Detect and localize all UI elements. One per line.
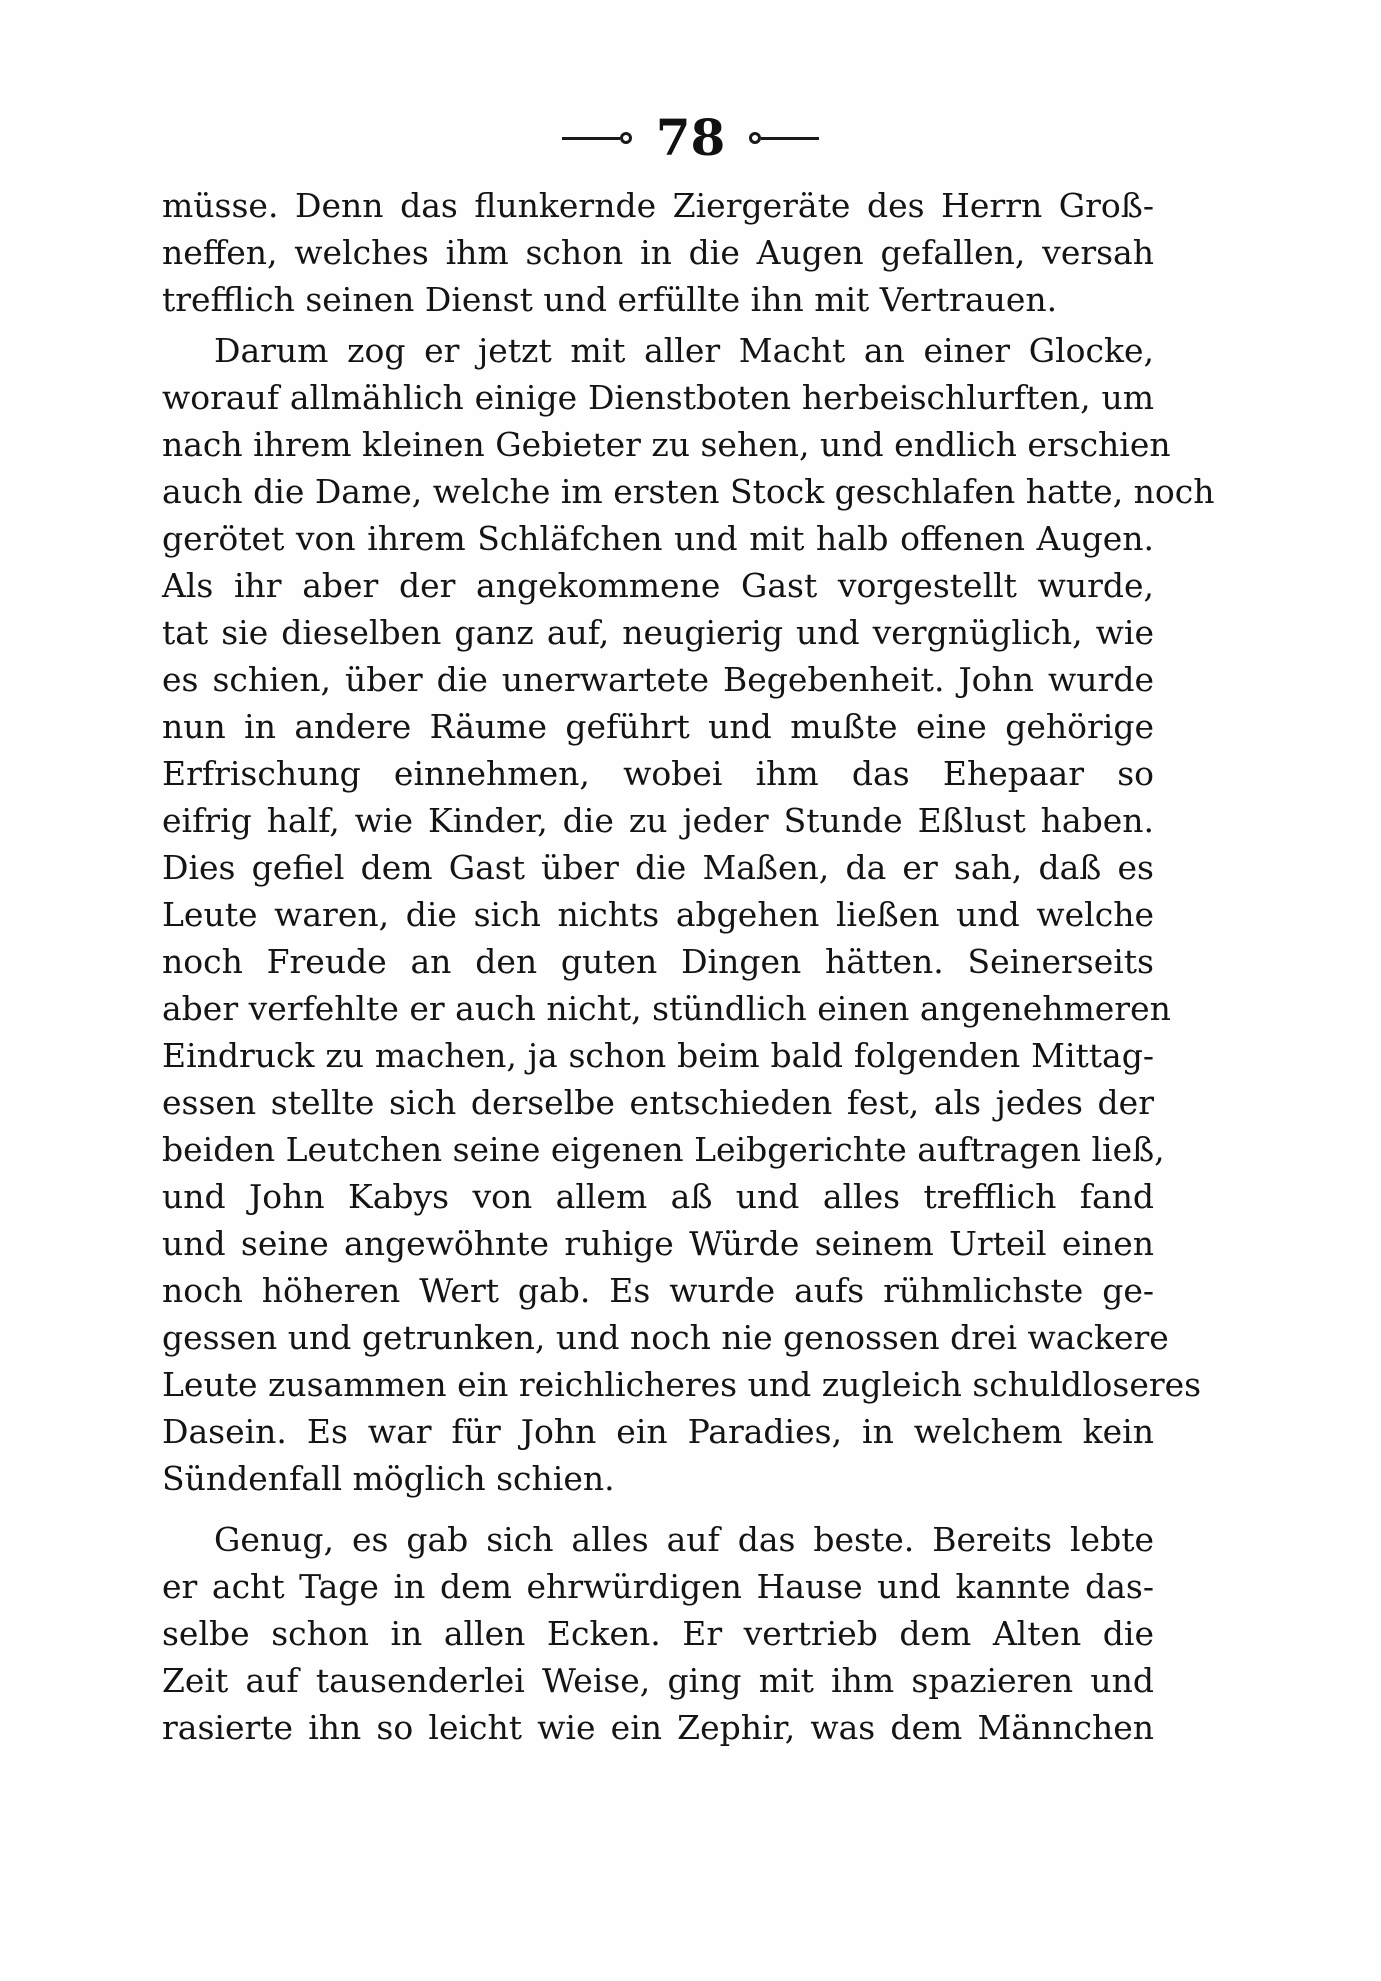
paragraph-start-line: Darum zog er jetzt mit aller Macht an einer Glocke, — [214, 331, 1154, 370]
text-line: tat sie dieselben ganz auf, neugierig und vergnüglich, wie — [162, 613, 1154, 652]
text-line: selbe schon in allen Ecken. Er vertrieb dem Alten die — [162, 1614, 1154, 1653]
text-line: eifrig half, wie Kinder, die zu jeder Stunde Eßlust haben. — [162, 801, 1154, 840]
page-number: 78 — [655, 108, 726, 167]
text-line: noch höheren Wert gab. Es wurde aufs rühmlichste ge- — [162, 1271, 1154, 1310]
text-line: Erfrischung einnehmen, wobei ihm das Ehepaar so — [162, 754, 1154, 793]
text-line: und John Kabys von allem aß und alles trefflich fand — [162, 1177, 1154, 1216]
page-header — [0, 108, 1381, 168]
text-line: aber verfehlte er auch nicht, stündlich einen angenehmeren — [162, 989, 1171, 1028]
text-line: rasierte ihn so leicht wie ein Zephir, was dem Männchen — [162, 1708, 1154, 1747]
text-line: gessen und getrunken, und noch nie genossen drei wackere — [162, 1318, 1169, 1357]
right-ornament — [749, 132, 819, 144]
text-line: Zeit auf tausenderlei Weise, ging mit ihm spazieren und — [162, 1661, 1154, 1700]
body-text — [162, 182, 1215, 1751]
text-line: Leute zusammen ein reichlicheres und zugleich schuldloseres — [162, 1365, 1202, 1404]
text-line: müsse. Denn das flunkernde Ziergeräte des Herrn Groß- — [162, 186, 1154, 225]
text-line: Leute waren, die sich nichts abgehen ließen und welche — [162, 895, 1154, 934]
text-line: und seine angewöhnte ruhige Würde seinem Urteil einen — [162, 1224, 1154, 1263]
text-line: Als ihr aber der angekommene Gast vorgestellt wurde, — [162, 566, 1154, 605]
text-line: essen stellte sich derselbe entschieden fest, als jedes der — [162, 1083, 1154, 1122]
text-line: Dasein. Es war für John ein Paradies, in welchem kein — [162, 1412, 1154, 1451]
text-line: trefflich seinen Dienst und erfüllte ihn mit Vertrauen. — [162, 280, 1058, 319]
text-line: es schien, über die unerwartete Begebenheit. John wurde — [162, 660, 1154, 699]
text-line: nun in andere Räume geführt und mußte eine gehörige — [162, 707, 1154, 746]
left-ornament — [562, 132, 632, 144]
text-line: Dies gefiel dem Gast über die Maßen, da er sah, daß es — [162, 848, 1154, 887]
text-line: worauf allmählich einige Dienstboten herbeischlurften, um — [162, 378, 1154, 417]
text-line: er acht Tage in dem ehrwürdigen Hause und kannte das- — [162, 1567, 1154, 1606]
text-line: gerötet von ihrem Schläfchen und mit halb offenen Augen. — [162, 519, 1154, 558]
text-line: neffen, welches ihm schon in die Augen gefallen, versah — [162, 233, 1154, 272]
text-line: noch Freude an den guten Dingen hätten. Seinerseits — [162, 942, 1154, 981]
text-line: Sündenfall möglich schien. — [162, 1459, 615, 1498]
text-line: nach ihrem kleinen Gebieter zu sehen, und endlich erschien — [162, 425, 1171, 464]
text-line: beiden Leutchen seine eigenen Leibgerichte auftragen ließ, — [162, 1130, 1165, 1169]
paragraph-start-line: Genug, es gab sich alles auf das beste. Bereits lebte — [214, 1520, 1154, 1559]
text-line: auch die Dame, welche im ersten Stock geschlafen hatte, noch — [162, 472, 1215, 511]
text-line: Eindruck zu machen, ja schon beim bald folgenden Mittag- — [162, 1036, 1154, 1075]
